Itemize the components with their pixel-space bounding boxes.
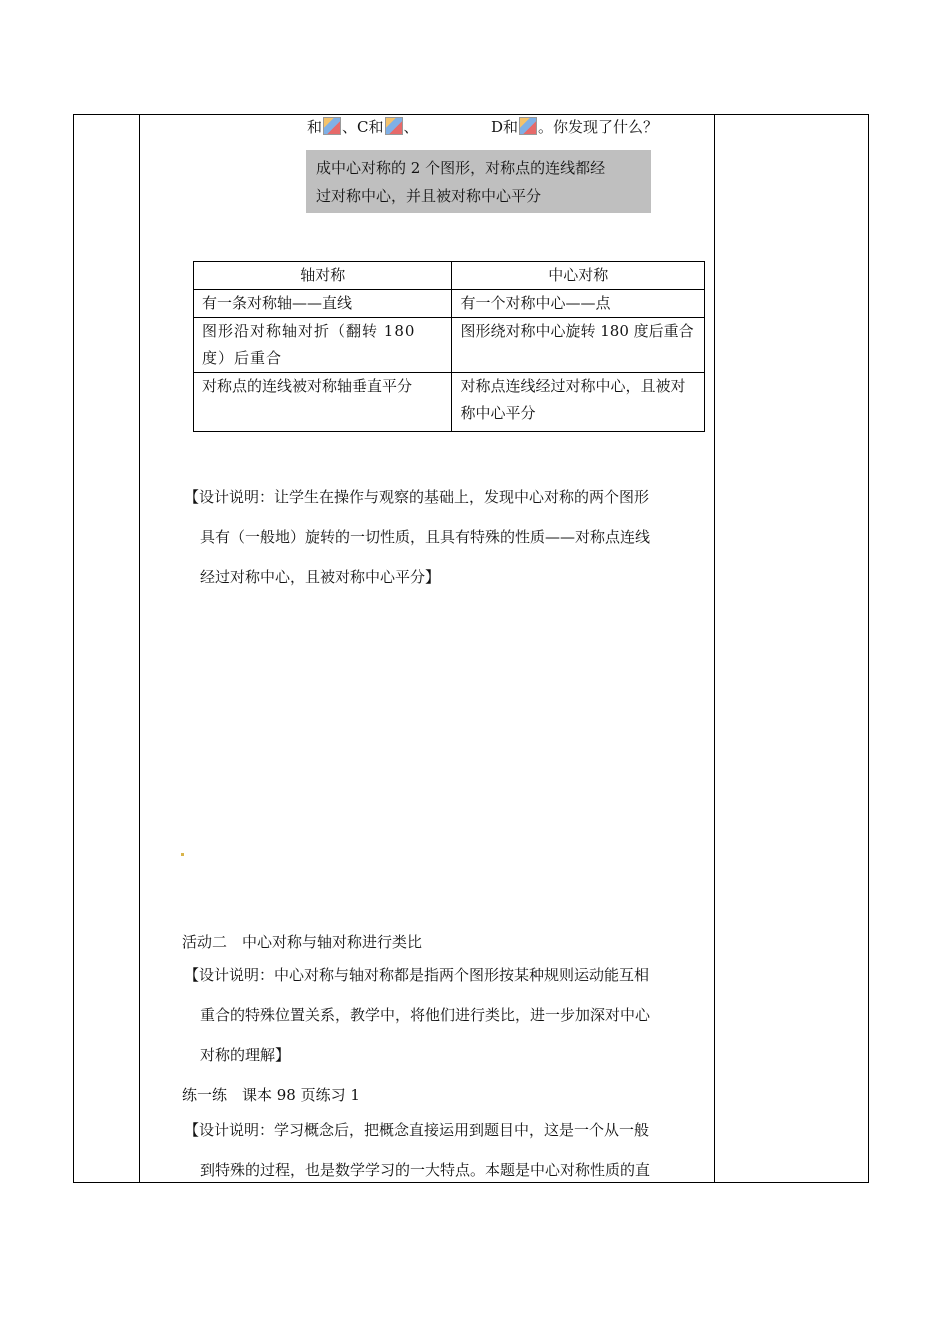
design-note-3-line-1: 【设计说明：学习概念后，把概念直接运用到题目中，这是一个从一般 bbox=[184, 1121, 650, 1139]
highlight-line-2: 过对称中心，并且被对称中心平分 bbox=[316, 187, 542, 205]
design-note-1-line-1: 【设计说明：让学生在操作与观察的基础上，发现中心对称的两个图形 bbox=[184, 488, 650, 506]
table-row bbox=[194, 318, 705, 373]
text-part-3: 、 bbox=[403, 118, 419, 136]
table-row bbox=[194, 373, 705, 432]
table-header-row bbox=[194, 262, 705, 290]
marker-dot bbox=[181, 853, 184, 856]
design-note-2 bbox=[184, 955, 709, 1075]
column-divider-2 bbox=[714, 114, 715, 1183]
figure-pairs-question-tail bbox=[491, 117, 658, 137]
highlight-line-1: 成中心对称的 2 个图形，对称点的连线都经 bbox=[316, 159, 606, 177]
design-note-2-line-1: 【设计说明：中心对称与轴对称都是指两个图形按某种规则运动能互相 bbox=[184, 966, 650, 984]
figure-thumbnail-icon bbox=[323, 117, 341, 135]
activity-two-title: 活动二 中心对称与轴对称进行类比 bbox=[182, 933, 423, 951]
table-cell: 对称点的连线被对称轴垂直平分 bbox=[194, 373, 452, 432]
text-part-1: 和 bbox=[307, 118, 323, 136]
table-cell: 图形绕对称中心旋转 180 度后重合 bbox=[452, 318, 705, 373]
design-note-1-line-3: 经过对称中心，且被对称中心平分】 bbox=[200, 568, 441, 586]
figure-thumbnail-icon bbox=[519, 117, 537, 135]
text-part-4: D和 bbox=[491, 118, 519, 136]
symmetry-comparison-table bbox=[193, 261, 705, 432]
figure-thumbnail-icon bbox=[385, 117, 403, 135]
design-note-3 bbox=[184, 1110, 709, 1190]
table-header-cell: 中心对称 bbox=[452, 262, 705, 290]
design-note-2-line-3: 对称的理解】 bbox=[200, 1046, 291, 1064]
table-header-cell: 轴对称 bbox=[194, 262, 452, 290]
design-note-3-line-2: 到特殊的过程，也是数学学习的一大特点。本题是中心对称性质的直 bbox=[200, 1161, 651, 1179]
table-cell: 对称点连线经过对称中心，且被对称中心平分 bbox=[452, 373, 705, 432]
table-cell: 图形沿对称轴对折（翻转 180 度）后重合 bbox=[194, 318, 452, 373]
table-cell: 有一条对称轴——直线 bbox=[194, 290, 452, 318]
design-note-1 bbox=[184, 477, 709, 597]
table-row bbox=[194, 290, 705, 318]
conclusion-highlight-box bbox=[306, 150, 651, 213]
practice-title: 练一练 课本 98 页练习 1 bbox=[182, 1086, 360, 1104]
figure-pairs-question bbox=[307, 117, 419, 137]
table-cell: 有一个对称中心——点 bbox=[452, 290, 705, 318]
design-note-2-line-2: 重合的特殊位置关系，教学中，将他们进行类比，进一步加深对中心 bbox=[200, 1006, 651, 1024]
text-part-2: 、C和 bbox=[342, 118, 384, 136]
design-note-1-line-2: 具有（一般地）旋转的一切性质，且具有特殊的性质——对称点连线 bbox=[200, 528, 651, 546]
column-divider-1 bbox=[139, 114, 140, 1183]
text-part-5: 。你发现了什么？ bbox=[538, 118, 659, 136]
